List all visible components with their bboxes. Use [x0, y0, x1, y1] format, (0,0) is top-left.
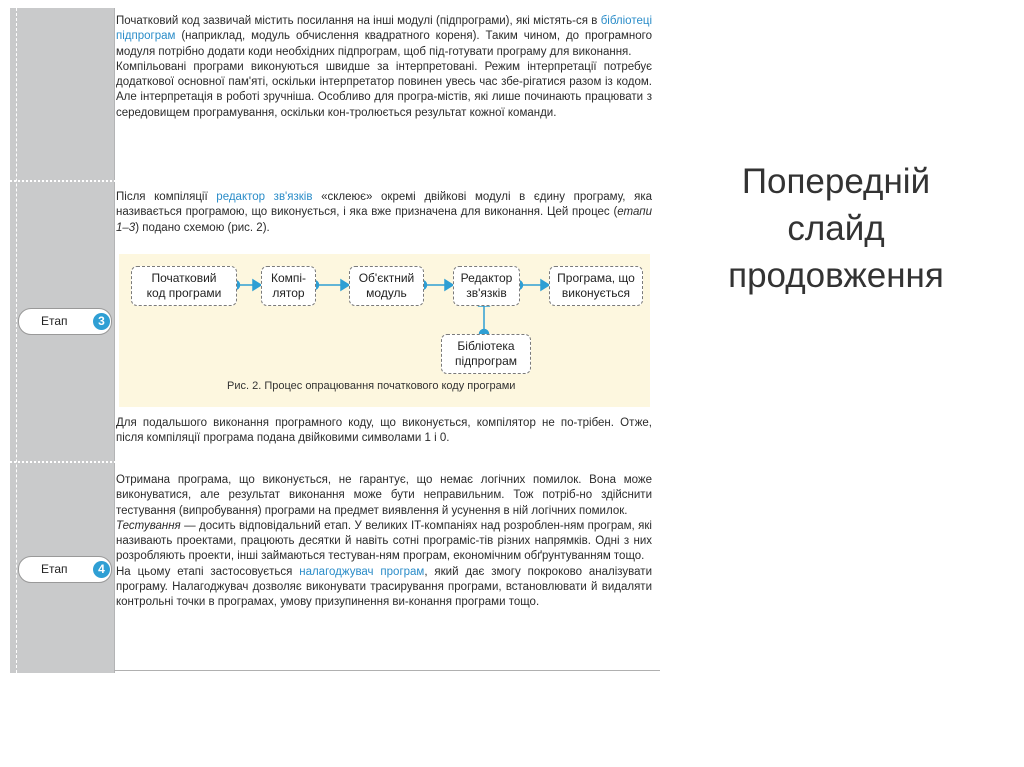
- process-diagram: [119, 254, 650, 407]
- stage-badge-label: Етап: [41, 314, 68, 328]
- slide-title-line-2: слайд: [787, 209, 885, 248]
- section-separator: [10, 461, 660, 463]
- node-executable: Програма, що виконується: [549, 266, 643, 306]
- linker-link[interactable]: редактор зв'язків: [216, 191, 313, 203]
- stage-4-text: [116, 473, 652, 611]
- stage-4-paragraph-1: Отримана програма, що виконується, не гарантує, що немає логічних помилок. Вона може виконуватися, але результат виконання може бути неправильним. Тож потріб-но здійснити тестування (випробування) програми на предмет виявлення й усунення в ній логічних помилок.: [116, 474, 652, 517]
- stage-3-after-text: [116, 416, 652, 447]
- node-library: Бібліотека підпрограм: [441, 334, 531, 374]
- node-compiler: Компі- лятор: [261, 266, 316, 306]
- stage-4-badge: [18, 556, 112, 583]
- stage-3-badge: [18, 308, 112, 335]
- intro-text: [116, 14, 652, 121]
- stage-3-text: [116, 190, 652, 236]
- stage-number-icon: 4: [93, 561, 110, 578]
- stage-badge-label: Етап: [41, 562, 68, 576]
- bottom-rule: [114, 670, 660, 671]
- slide-title: [676, 158, 996, 299]
- gutter-dashed-line: [16, 8, 17, 673]
- section-separator: [10, 180, 660, 182]
- slide-title-line-1: Попередній: [741, 162, 931, 201]
- stage-number-icon: 3: [93, 313, 110, 330]
- intro-paragraph-1: Початковий код зазвичай містить посилання на інші модулі (підпрограми), які містять-ся в бібліотеці підпрограм (наприклад, модуль обчислення квадратного кореня). Таким чином, до програмного модуля потрібно додати коди необхідних підпрограм, щоб під-готувати програму для виконання.: [116, 15, 652, 58]
- node-linker: Редактор зв'язків: [453, 266, 520, 306]
- diagram-caption: Рис. 2. Процес опрацювання початкового коду програми: [227, 380, 516, 392]
- debugger-link[interactable]: налагоджувач програм: [299, 565, 425, 578]
- stage-4-paragraph-3: На цьому етапі застосовується налагоджувач програм, який дає змогу покроково аналізувати програму. Налагоджувач дозволяє виконувати трасирування програми, встановлювати й видаляти контрольні точки в програмах, умову призупинення ви-конання програми тощо.: [116, 565, 652, 609]
- slide-title-line-3: продовження: [728, 256, 944, 295]
- stage-3-paragraph: Після компіляції редактор зв'язків «склеює» окремі двійкові модулі в єдину програму, яка називається програмою, що виконується, і яка вже призначена для виконання. Цей процес (етапи 1–3) подано схемою (рис. 2).: [116, 191, 652, 234]
- intro-paragraph-2: Компільовані програми виконуються швидше за інтерпретовані. Режим інтерпретації потребує додаткової основної пам'яті, оскільки інтерпретатор повинен увесь час збе-рігатися разом із кодом. Але інтерпретація в роботі зручніша. Особливо для програ-містів, які лише починають працювати з середовищем програмування, оскільки кон-тролюється результат кожної команди.: [116, 60, 652, 119]
- node-object-module: Об'єктний модуль: [349, 266, 424, 306]
- node-source-code: Початковий код програми: [131, 266, 237, 306]
- stage-4-paragraph-2: Тестування — досить відповідальний етап. У великих IT-компаніях над розроблен-ням програм, які називають проектами, працюють десятки й навіть сотні програміс-тів різних напрямків. Одні з них розробляють проекти, інші займаються тестуван-ням програм, економічним обґрунтуванням тощо.: [116, 519, 652, 563]
- stage-3-after-paragraph: Для подальшого виконання програмного коду, що виконується, компілятор не по-трібен. Отже, після компіляції програма подана двійковими символами 1 і 0.: [116, 417, 652, 445]
- library-link[interactable]: бібліотеці підпрограм: [116, 15, 652, 43]
